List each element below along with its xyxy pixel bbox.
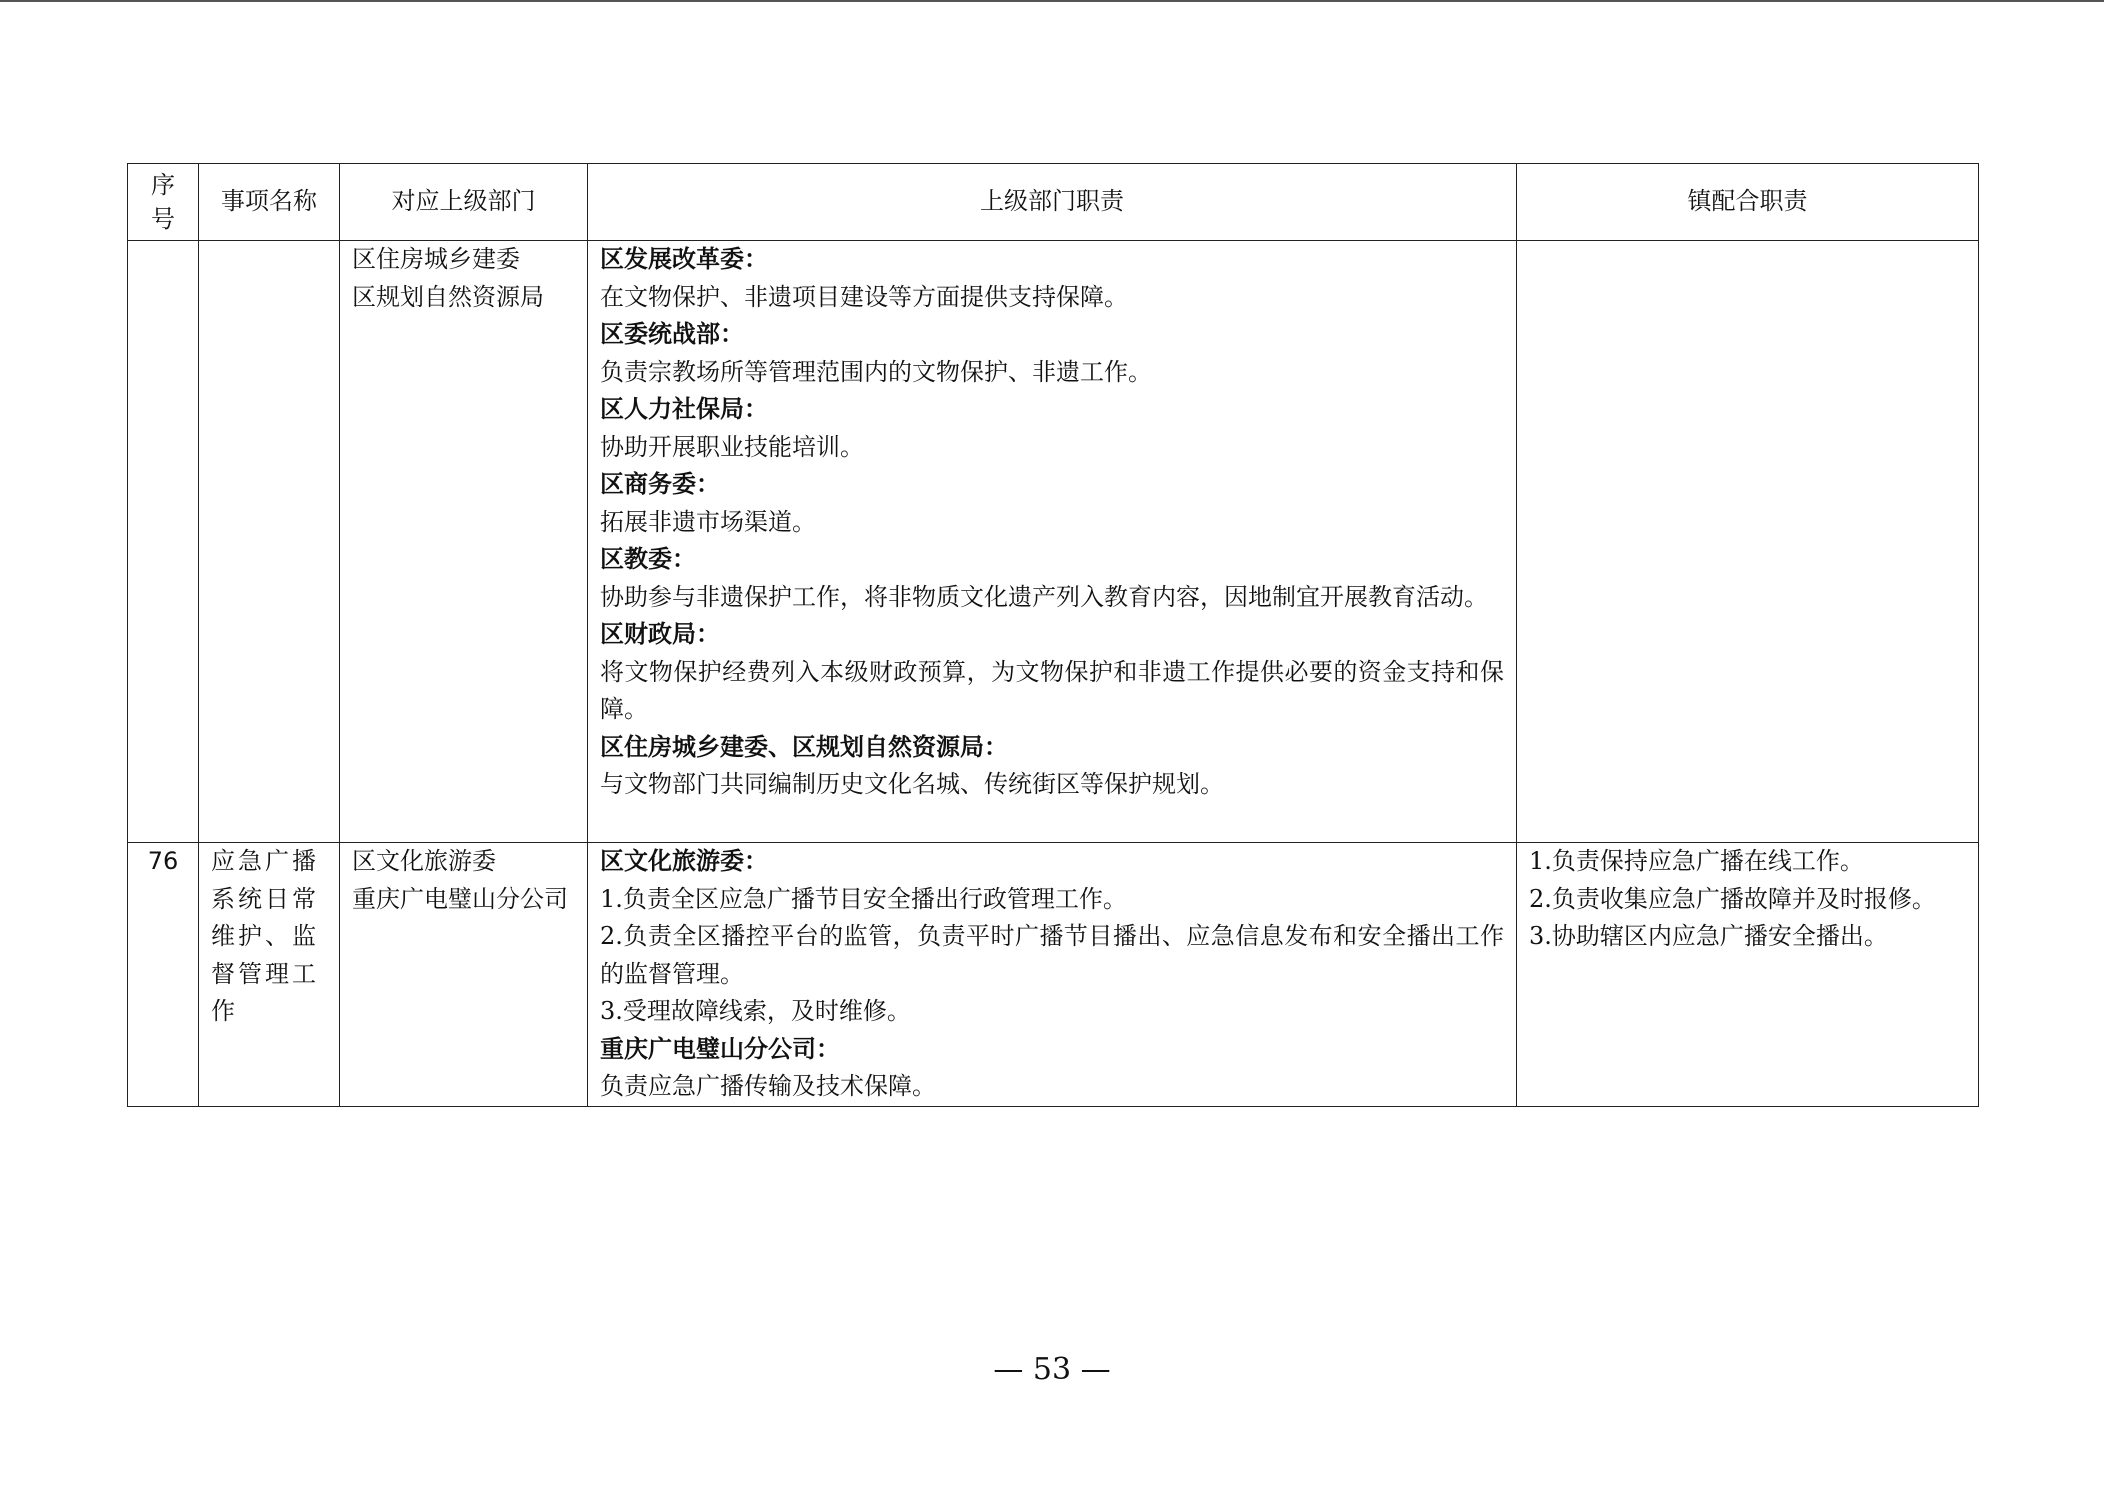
duty-text: 将文物保护经费列入本级财政预算，为文物保护和非遗工作提供必要的资金支持和保障。 [600, 657, 1504, 723]
page-number: — 53 — [993, 1352, 1111, 1387]
dept-name: 区文化旅游委 [352, 847, 496, 875]
duty-text: 拓展非遗市场渠道。 [600, 507, 816, 536]
header-dept-duty: 上级部门职责 [588, 164, 1517, 241]
duty-org: 区发展改革委： [600, 245, 768, 273]
duty-org: 重庆广电璧山分公司： [600, 1034, 840, 1063]
row-duty-cell [588, 241, 1517, 843]
dept-name: 区规划自然资源局 [352, 282, 544, 311]
row-town-duty-cell [1517, 843, 1979, 1107]
town-duty-item: 3.协助辖区内应急广播安全播出。 [1529, 922, 1888, 950]
header-dept: 对应上级部门 [340, 164, 588, 241]
duty-org: 区文化旅游委： [600, 847, 768, 875]
duty-org: 区教委： [600, 545, 696, 573]
duty-text: 协助参与非遗保护工作，将非物质文化遗产列入教育内容，因地制宜开展教育活动。 [600, 582, 1488, 611]
duty-text: 3.受理故障线索，及时维修。 [600, 997, 911, 1025]
duty-org: 区人力社保局： [600, 395, 768, 423]
duty-text: 负责宗教场所等管理范围内的文物保护、非遗工作。 [600, 357, 1152, 386]
header-no-line2: 号 [151, 205, 175, 233]
duty-org: 区财政局： [600, 620, 720, 648]
duty-org: 区商务委： [600, 470, 720, 498]
town-duty-item: 2.负责收集应急广播故障并及时报修。 [1529, 884, 1936, 913]
row-item-name: 应急广播系统日常维护、监督管理工作 [199, 843, 340, 1107]
header-no [128, 164, 199, 241]
duty-text: 2.负责全区播控平台的监管，负责平时广播节目播出、应急信息发布和安全播出工作的监督管理。 [600, 922, 1504, 988]
duty-text: 在文物保护、非遗项目建设等方面提供支持保障。 [600, 282, 1128, 311]
dept-name: 区住房城乡建委 [352, 245, 520, 273]
duty-table [127, 163, 1979, 1107]
row-dept-cell [340, 843, 588, 1107]
duty-org: 区委统战部： [600, 320, 744, 348]
duty-text: 与文物部门共同编制历史文化名城、传统街区等保护规划。 [600, 770, 1224, 798]
top-border-line [0, 0, 2104, 2]
table-row [128, 843, 1979, 1107]
dept-name: 重庆广电璧山分公司 [352, 884, 568, 913]
table-row [128, 241, 1979, 843]
row-town-duty-cell [1517, 241, 1979, 843]
town-duty-item: 1.负责保持应急广播在线工作。 [1529, 847, 1864, 875]
row-dept-cell [340, 241, 588, 843]
duty-text: 1.负责全区应急广播节目安全播出行政管理工作。 [600, 884, 1127, 913]
duty-org: 区住房城乡建委、区规划自然资源局： [600, 732, 1008, 761]
table-header-row [128, 164, 1979, 241]
header-item-name: 事项名称 [199, 164, 340, 241]
duty-text: 协助开展职业技能培训。 [600, 432, 864, 461]
duty-text: 负责应急广播传输及技术保障。 [600, 1072, 936, 1100]
row-number: 76 [128, 843, 199, 1107]
row-item-name [199, 241, 340, 843]
header-no-line1: 序 [151, 171, 175, 199]
row-number [128, 241, 199, 843]
header-town-duty: 镇配合职责 [1517, 164, 1979, 241]
row-duty-cell [588, 843, 1517, 1107]
